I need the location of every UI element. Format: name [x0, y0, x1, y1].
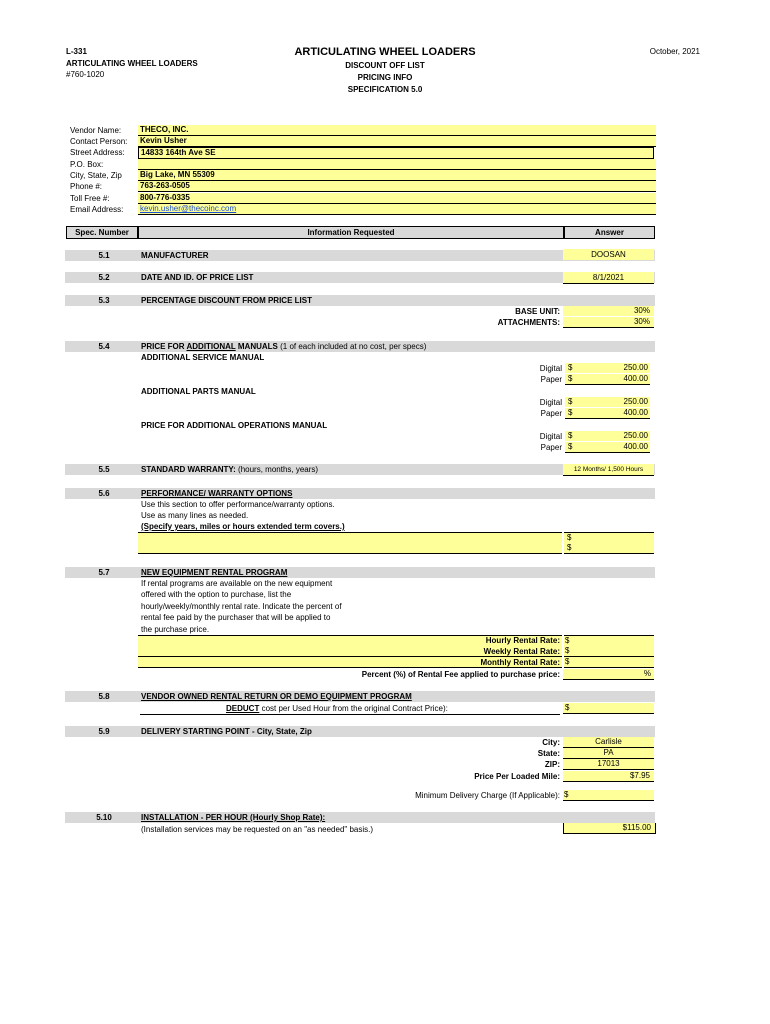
parts-paper-field[interactable]: $ 400.00 — [565, 408, 650, 419]
rental-desc-1: If rental programs are available on the new equipment — [141, 579, 333, 588]
service-paper-label: Paper — [540, 375, 562, 384]
min-delivery-field[interactable]: $ — [563, 790, 654, 801]
performance-line-1: Use this section to offer performance/warranty options. — [141, 500, 335, 509]
street-address-field[interactable]: 14833 164th Ave SE — [138, 147, 654, 159]
spec-5-6: 5.6 — [98, 489, 110, 498]
delivery-state-label: State: — [537, 749, 560, 758]
label-email: Email Address: — [70, 205, 124, 214]
label-tollfree: Toll Free #: — [70, 194, 110, 203]
hourly-rate-field[interactable]: $ — [564, 635, 654, 647]
attachments-discount[interactable]: 30% — [563, 317, 654, 328]
manufacturer-label: MANUFACTURER — [141, 251, 209, 260]
monthly-rate-field[interactable]: $ — [564, 657, 654, 668]
weekly-rate-field[interactable]: $ — [564, 646, 654, 657]
spec-5-1: 5.1 — [98, 251, 110, 260]
vendor-name-field[interactable]: THECO, INC. — [138, 125, 656, 136]
delivery-city-field[interactable]: Carlisle — [563, 737, 654, 748]
email-field[interactable] — [138, 204, 656, 215]
col-answer: Answer — [564, 226, 655, 239]
price-per-mile-label: Price Per Loaded Mile: — [474, 772, 560, 781]
deduct-underline — [140, 714, 560, 715]
label-pobox: P.O. Box: — [70, 160, 104, 169]
doc-date: October, 2021 — [649, 47, 700, 56]
label-phone: Phone #: — [70, 182, 103, 191]
ops-paper-field[interactable]: $ 400.00 — [565, 442, 650, 453]
price-per-mile-field[interactable]: $7.95 — [563, 771, 654, 782]
hourly-rate-label: Hourly Rental Rate: — [485, 636, 560, 645]
percent-applied-label: Percent (%) of Rental Fee applied to purchase price: — [361, 670, 560, 679]
service-paper-field[interactable]: $ 400.00 — [565, 374, 650, 385]
page-title: ARTICULATING WHEEL LOADERS — [294, 46, 476, 58]
price-list-label: DATE AND ID. OF PRICE LIST — [141, 273, 254, 282]
col-info-requested: Information Requested — [138, 226, 564, 239]
performance-option-2-price[interactable]: $ — [564, 543, 654, 554]
rental-program-label: NEW EQUIPMENT RENTAL PROGRAM — [141, 568, 288, 577]
city-state-zip-field[interactable]: Big Lake, MN 55309 — [138, 170, 656, 181]
form-code: L-331 — [66, 47, 87, 56]
email-link[interactable]: kevin.usher@thecoinc.com — [140, 204, 237, 213]
pobox-field[interactable] — [138, 159, 656, 170]
service-digital-field[interactable]: $ 250.00 — [565, 363, 650, 373]
base-unit-discount[interactable]: 30% — [563, 306, 654, 316]
delivery-label: DELIVERY STARTING POINT - City, State, Zip — [141, 727, 312, 736]
percent-applied-field[interactable]: % — [563, 669, 654, 680]
rental-desc-3: hourly/weekly/monthly rental rate. Indicate the percent of — [141, 602, 342, 611]
spec-5-2: 5.2 — [98, 273, 110, 282]
delivery-zip-label: ZIP: — [544, 760, 560, 769]
parts-manual-label: ADDITIONAL PARTS MANUAL — [141, 387, 256, 396]
subtitle-pricing: PRICING INFO — [357, 73, 413, 82]
performance-options-label: PERFORMANCE/ WARRANTY OPTIONS — [141, 489, 293, 498]
label-city: City, State, Zip — [70, 171, 122, 180]
warranty-label: STANDARD WARRANTY: (hours, months, years) — [141, 465, 319, 474]
contact-person-field[interactable]: Kevin Usher — [138, 136, 656, 147]
subtitle-discount: DISCOUNT OFF LIST — [345, 61, 425, 70]
delivery-state-field[interactable]: PA — [563, 748, 654, 759]
manufacturer-answer[interactable]: DOOSAN — [563, 249, 654, 260]
label-street: Street Address: — [70, 148, 125, 157]
performance-line-3: (Specify years, miles or hours extended term covers.) — [141, 522, 345, 531]
parts-paper-label: Paper — [540, 409, 562, 418]
service-manual-label: ADDITIONAL SERVICE MANUAL — [141, 353, 265, 362]
weekly-rate-label: Weekly Rental Rate: — [483, 647, 560, 656]
min-delivery-label: Minimum Delivery Charge (If Applicable): — [415, 791, 560, 800]
deduct-cost-field[interactable]: $ — [563, 703, 654, 714]
rental-desc-4: rental fee paid by the purchaser that will be applied to — [141, 613, 331, 622]
spec-5-4: 5.4 — [98, 342, 110, 351]
ops-digital-field[interactable]: $ 250.00 — [565, 431, 650, 441]
parts-digital-field[interactable]: $ 250.00 — [565, 397, 650, 407]
monthly-rate-label: Monthly Rental Rate: — [480, 658, 560, 667]
installation-note: (Installation services may be requested on an "as needed" basis.) — [141, 825, 374, 834]
ops-manual-label: PRICE FOR ADDITIONAL OPERATIONS MANUAL — [141, 421, 328, 430]
rental-desc-5: the purchase price. — [141, 625, 210, 634]
service-digital-label: Digital — [539, 364, 562, 373]
category-name: ARTICULATING WHEEL LOADERS — [66, 59, 198, 68]
performance-option-2[interactable] — [138, 543, 562, 554]
warranty-answer[interactable]: 12 Months/ 1,500 Hours — [563, 464, 654, 476]
phone-field[interactable]: 763-263-0505 — [138, 181, 656, 192]
performance-line-2: Use as many lines as needed. — [141, 511, 249, 520]
deduct-text: DEDUCT cost per Used Hour from the original Contract Price): — [226, 704, 448, 713]
tollfree-field[interactable]: 800-776-0335 — [138, 193, 656, 204]
spec-5-8: 5.8 — [98, 692, 110, 701]
delivery-city-label: City: — [542, 738, 560, 747]
rental-desc-2: offered with the option to purchase, list the — [141, 590, 292, 599]
spec-5-10: 5.10 — [96, 813, 112, 822]
demo-program-label: VENDOR OWNED RENTAL RETURN OR DEMO EQUIPMENT PROGRAM — [141, 692, 412, 701]
spec-5-5: 5.5 — [98, 465, 110, 474]
col-spec-number: Spec. Number — [66, 226, 138, 239]
label-vendor-name: Vendor Name: — [70, 126, 122, 135]
spec-5-7: 5.7 — [98, 568, 110, 577]
parts-digital-label: Digital — [539, 398, 562, 407]
delivery-zip-field[interactable]: 17013 — [563, 759, 654, 770]
installation-label: INSTALLATION - PER HOUR (Hourly Shop Rate): — [141, 813, 326, 822]
attachments-label: ATTACHMENTS: — [497, 318, 560, 327]
spec-5-9: 5.9 — [98, 727, 110, 736]
ops-paper-label: Paper — [540, 443, 562, 452]
base-unit-label: BASE UNIT: — [515, 307, 560, 316]
manuals-label: PRICE FOR ADDITIONAL MANUALS (1 of each included at no cost, per specs) — [141, 342, 427, 351]
contract-number: #760-1020 — [66, 70, 105, 79]
performance-option-1-price[interactable]: $ — [564, 532, 654, 544]
price-list-answer[interactable]: 8/1/2021 — [563, 272, 654, 284]
installation-rate-field[interactable]: $115.00 — [563, 823, 656, 834]
label-contact: Contact Person: — [70, 137, 128, 146]
ops-digital-label: Digital — [539, 432, 562, 441]
spec-5-3: 5.3 — [98, 296, 110, 305]
discount-label: PERCENTAGE DISCOUNT FROM PRICE LIST — [141, 296, 312, 305]
subtitle-spec: SPECIFICATION 5.0 — [347, 85, 423, 94]
